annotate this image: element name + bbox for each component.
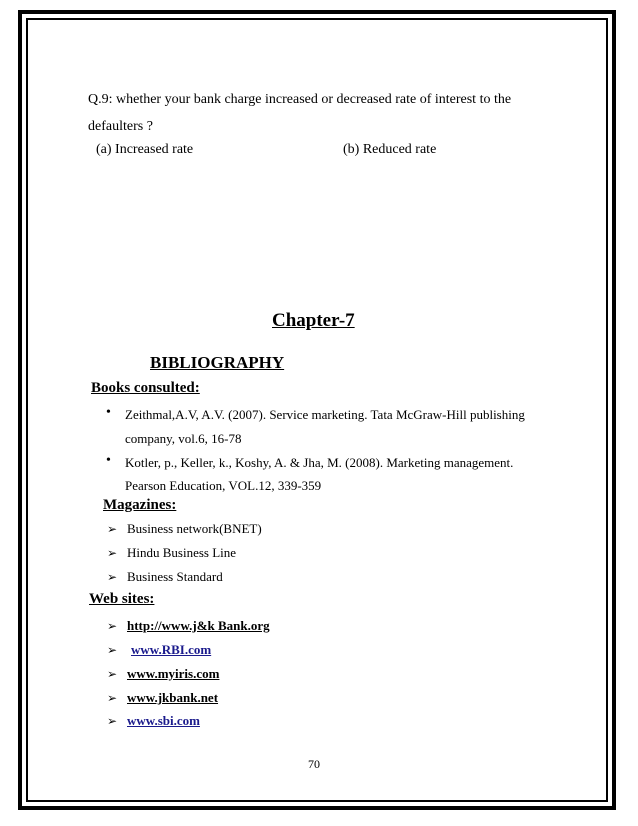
bullet-dot-icon: •: [106, 453, 111, 468]
book-1-line-1: Zeithmal,A.V, A.V. (2007). Service marketing. Tata McGraw-Hill publishing: [125, 407, 525, 422]
website-link[interactable]: www.sbi.com: [127, 713, 200, 728]
arrow-bullet-icon: ➢: [107, 570, 118, 584]
arrow-bullet-icon: ➢: [107, 714, 118, 728]
book-2-line-1: Kotler, p., Keller, k., Koshy, A. & Jha, M. (2008). Marketing management.: [125, 455, 514, 470]
arrow-bullet-icon: ➢: [107, 546, 118, 560]
page-number: 70: [308, 757, 320, 771]
question-line-2: defaulters ?: [88, 119, 153, 134]
chapter-title: Chapter-7: [272, 310, 355, 331]
arrow-bullet-icon: ➢: [107, 643, 118, 657]
magazine-item: Business Standard: [127, 569, 223, 584]
book-1-line-2: company, vol.6, 16-78: [125, 431, 242, 446]
arrow-bullet-icon: ➢: [107, 522, 118, 536]
books-heading: Books consulted:: [91, 380, 200, 396]
bullet-dot-icon: •: [106, 405, 111, 420]
option-a: (a) Increased rate: [96, 142, 194, 157]
website-link[interactable]: www.RBI.com: [131, 642, 212, 657]
arrow-bullet-icon: ➢: [107, 691, 118, 705]
website-link[interactable]: www.jkbank.net: [127, 690, 219, 705]
book-2-line-2: Pearson Education, VOL.12, 339-359: [125, 478, 322, 493]
magazines-heading: Magazines:: [103, 497, 177, 513]
option-b: (b) Reduced rate: [343, 142, 437, 157]
websites-heading: Web sites:: [89, 591, 155, 607]
magazine-item: Hindu Business Line: [127, 545, 237, 560]
bibliography-title: BIBLIOGRAPHY: [150, 353, 285, 372]
website-link[interactable]: www.myiris.com: [127, 666, 220, 681]
arrow-bullet-icon: ➢: [107, 619, 118, 633]
question-line-1: Q.9: whether your bank charge increased or decreased rate of interest to the: [88, 92, 512, 107]
magazine-item: Business network(BNET): [127, 521, 262, 536]
arrow-bullet-icon: ➢: [107, 667, 118, 681]
website-link[interactable]: http://www.j&k Bank.org: [127, 618, 270, 633]
